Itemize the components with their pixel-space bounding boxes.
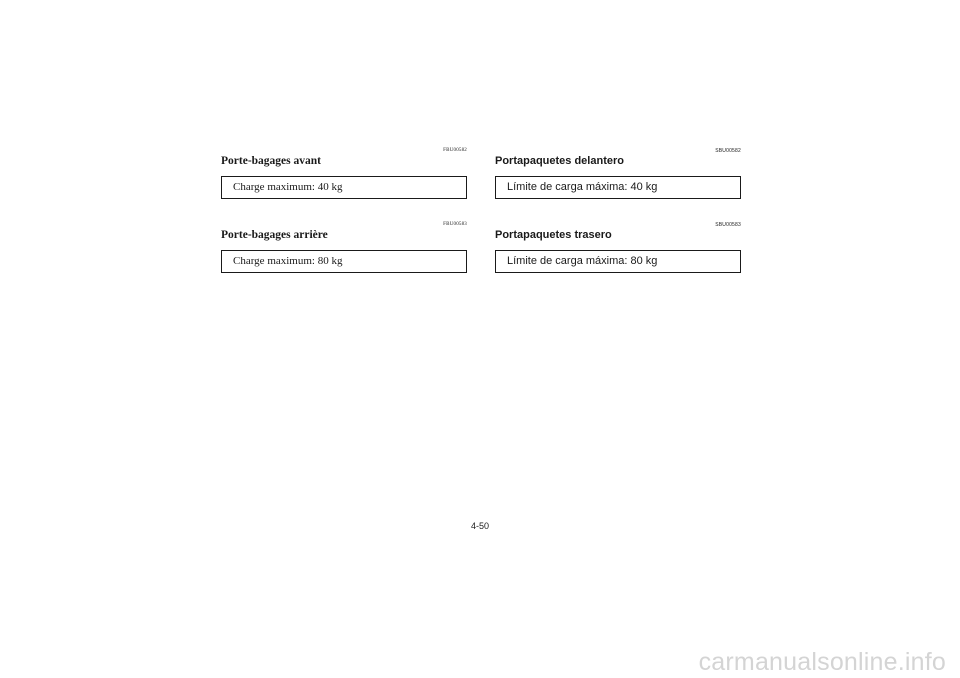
max-load-text: Límite de carga máxima: 80 kg bbox=[507, 255, 658, 267]
max-load-box bbox=[495, 176, 741, 199]
section-heading: Portapaquetes delantero bbox=[495, 155, 624, 167]
max-load-box bbox=[495, 250, 741, 273]
section-heading: Porte-bagages arrière bbox=[221, 229, 328, 241]
max-load-text: Límite de carga máxima: 40 kg bbox=[507, 181, 658, 193]
section-code: FBU00582 bbox=[443, 148, 467, 153]
page-number: 4-50 bbox=[470, 521, 489, 531]
section-code: SBU00583 bbox=[715, 222, 741, 228]
max-load-text: Charge maximum: 80 kg bbox=[233, 255, 343, 267]
section-code: SBU00582 bbox=[715, 148, 741, 154]
max-load-box bbox=[221, 176, 467, 199]
section-code: FBU00583 bbox=[443, 222, 467, 227]
max-load-box bbox=[221, 250, 467, 273]
section-heading: Portapaquetes trasero bbox=[495, 229, 612, 241]
max-load-text: Charge maximum: 40 kg bbox=[233, 181, 343, 193]
section-heading: Porte-bagages avant bbox=[221, 155, 321, 167]
watermark: carmanualsonline.info bbox=[698, 648, 946, 676]
